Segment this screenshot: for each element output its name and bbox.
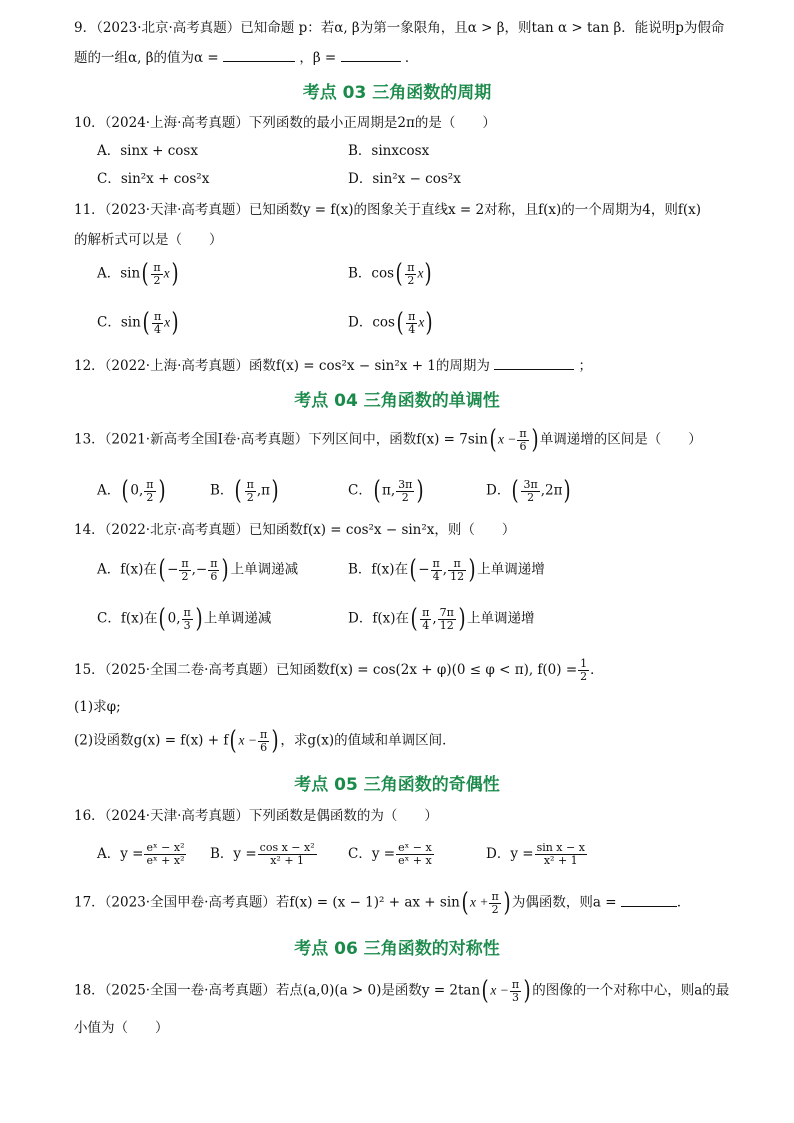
q16-option-a[interactable]: A．y = $\frac{\text{eˣ − x²}}{\text{eˣ + x²}}$ — [97, 841, 185, 867]
question-13-stem: 13．（2021·新高考全国Ⅰ卷·高考真题）下列区间中，函数f(x) = 7sin( x − $\frac{\pi}{6}$ ) 单调递增的区间是（ ） — [74, 425, 702, 455]
q11-a-label: A．sin — [97, 265, 141, 282]
fraction: $\frac{\pi}{2}$ — [407, 260, 415, 287]
question-15-stem: 15．（2025·全国二卷·高考真题）已知函数f(x) = cos(2x + φ)(0 ≤ φ < π), f(0) = $\frac{1}{2}$ ． — [74, 657, 604, 683]
fraction: $\frac{\pi}{6}$ — [519, 426, 527, 453]
q11-option-a[interactable]: A．sin( $\frac{\pi}{2}$ x) — [97, 259, 179, 289]
q11-b-label: B．cos — [348, 265, 395, 282]
section-heading-03: 考点 03 三角函数的周期 — [302, 83, 492, 103]
q14-option-d[interactable]: D．f(x)在( $\frac{\pi}{4}$ , $\frac{7\pi}{12}$ ) 上单调递增 — [348, 604, 535, 634]
q11-option-c[interactable]: C．sin( $\frac{\pi}{4}$ x) — [97, 308, 179, 338]
question-11-line1: 11．（2023·天津·高考真题）已知函数y = f(x)的图象关于直线x = 2对称，且f(x)的一个周期为4，则f(x) — [74, 202, 702, 218]
answer-blank-period[interactable] — [494, 357, 574, 370]
q11-option-b[interactable]: B．cos( $\frac{\pi}{2}$ x) — [348, 259, 433, 289]
question-16-stem: 16．（2024·天津·高考真题）下列函数是偶函数的为（ ） — [74, 808, 438, 824]
q9-text-a: 题的一组α, β的值为α = — [74, 50, 219, 66]
question-14-stem: 14．（2022·北京·高考真题）已知函数f(x) = cos²x − sin²x，则（ ） — [74, 522, 516, 538]
q13-option-a[interactable]: A．( 0, $\frac{\pi}{2}$ ) — [97, 476, 166, 506]
q14-option-b[interactable]: B．f(x)在( − $\frac{\pi}{4}$ , $\frac{\pi}{12}$ ) 上单调递增 — [348, 555, 545, 585]
question-15-part2: (2)设函数g(x) = f(x) + f( x − $\frac{\pi}{6}$ ) ，求g(x)的值域和单调区间． — [74, 726, 456, 756]
q13-option-c[interactable]: C．( π, $\frac{3\pi}{2}$ ) — [348, 476, 425, 506]
q14-option-a[interactable]: A．f(x)在( − $\frac{\pi}{2}$ ,− $\frac{\pi}{6}$ ) 上单调递减 — [97, 555, 299, 585]
q10-option-b[interactable]: B．sinxcosx — [348, 143, 430, 159]
q16-option-b[interactable]: B．y = $\frac{\text{cos x − x²}}{\text{x² + 1}}$ — [210, 841, 315, 867]
q13-stem-post: 单调递增的区间是（ ） — [539, 431, 702, 448]
question-18-line1: 18．（2025·全国一卷·高考真题）若点(a,0)(a > 0)是函数y = 2tan( x − $\frac{\pi}{3}$ ) 的图像的一个对称中心，则a的最 — [74, 976, 730, 1006]
question-10-stem: 10．（2024·上海·高考真题）下列函数的最小正周期是2π的是（ ） — [74, 115, 496, 131]
section-heading-06: 考点 06 三角函数的对称性 — [294, 939, 500, 959]
q10-option-a[interactable]: A．sinx + cosx — [97, 143, 198, 159]
fraction: $\frac{\pi}{4}$ — [408, 309, 416, 336]
q11-c-label: C．sin — [97, 314, 141, 331]
q10-option-d[interactable]: D．sin²x − cos²x — [348, 171, 461, 187]
q13-option-b[interactable]: B．( $\frac{\pi}{2}$ ,π) — [210, 476, 279, 506]
q10-option-c[interactable]: C．sin²x + cos²x — [97, 171, 210, 187]
question-9-line2 — [74, 48, 734, 68]
question-12 — [74, 356, 734, 376]
answer-blank-alpha[interactable] — [223, 49, 295, 62]
fraction-half: $\frac{1}{2}$ — [580, 657, 588, 683]
section-heading-04: 考点 04 三角函数的单调性 — [294, 391, 500, 411]
q16-option-c[interactable]: C．y = $\frac{\text{eˣ − x}}{\text{eˣ + x}}$ — [348, 841, 432, 867]
q13-option-d[interactable]: D．( $\frac{3\pi}{2}$ ,2π) — [486, 476, 572, 506]
question-18-line2: 小值为（ ） — [74, 1020, 169, 1036]
q9-text-b: ，β = — [299, 50, 337, 66]
q9-text-end: ． — [404, 50, 419, 66]
answer-blank-a[interactable] — [621, 894, 677, 907]
q12-stem: 12．（2022·上海·高考真题）函数f(x) = cos²x − sin²x + 1的周期为 — [74, 358, 490, 374]
q13-stem-pre: 13．（2021·新高考全国Ⅰ卷·高考真题）下列区间中，函数f(x) = 7sin — [74, 431, 488, 448]
answer-blank-beta[interactable] — [341, 49, 401, 62]
fraction: $\frac{\pi}{2}$ — [153, 260, 161, 287]
q16-option-d[interactable]: D．y = $\frac{\text{sin x − x}}{\text{x² + 1}}$ — [486, 841, 585, 867]
question-15-part1: (1)求φ; — [74, 699, 121, 715]
q12-end: ； — [578, 358, 592, 374]
q11-d-label: D．cos — [348, 314, 395, 331]
fraction: $\frac{\pi}{4}$ — [153, 309, 162, 336]
section-heading-05: 考点 05 三角函数的奇偶性 — [294, 775, 500, 795]
q14-option-c[interactable]: C．f(x)在( 0, $\frac{\pi}{3}$ ) 上单调递减 — [97, 604, 272, 634]
q11-option-d[interactable]: D．cos( $\frac{\pi}{4}$ x) — [348, 308, 433, 338]
question-9-line1: 9．（2023·北京·高考真题）已知命题 p：若α, β为第一象限角，且α > β，则tan α > tan β．能说明p为假命 — [74, 20, 725, 36]
question-11-line2: 的解析式可以是（ ） — [74, 232, 223, 248]
question-17: 17．（2023·全国甲卷·高考真题）若f(x) = (x − 1)² + ax + sin( x + $\frac{\pi}{2}$ ) 为偶函数，则a = ． — [74, 888, 691, 918]
